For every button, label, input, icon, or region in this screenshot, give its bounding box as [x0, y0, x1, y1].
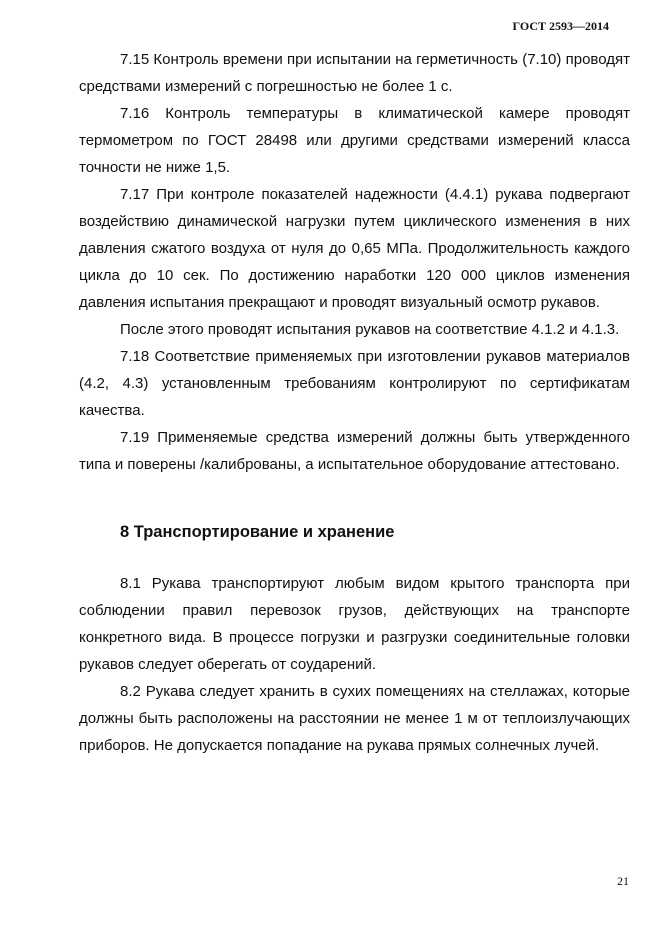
paragraph-7-16: 7.16 Контроль температуры в климатической камере проводят термометром по ГОСТ 28498 или другими средствами измерений класса точности не ниже 1,5.	[79, 105, 630, 176]
paragraph-7-18: 7.18 Соответствие применяемых при изготовлении рукавов материалов (4.2, 4.3) установленным требованиям контролируют по сертификатам качества.	[79, 348, 630, 419]
paragraph-7-19: 7.19 Применяемые средства измерений должны быть утвержденного типа и поверены /калиброваны, а испытательное оборудование аттестовано.	[79, 429, 630, 473]
paragraph-8-2: 8.2 Рукава следует хранить в сухих помещениях на стеллажах, которые должны быть расположены на расстоянии не менее 1 м от теплоизлучающих приборов. Не допускается попадание на рукава прямых солнечных лучей.	[79, 683, 630, 754]
page-number: 21	[617, 874, 629, 888]
paragraph-7-15: 7.15 Контроль времени при испытании на герметичность (7.10) проводят средствами измерений с погрешностью не более 1 с.	[79, 51, 630, 95]
paragraph-8-1: 8.1 Рукава транспортируют любым видом крытого транспорта при соблюдении правил перевозок грузов, действующих на транспорте конкретного вида. В процессе погрузки и разгрузки соединительные головки рукавов следует оберегать от соударений.	[79, 575, 630, 673]
document-header-id: ГОСТ 2593—2014	[512, 19, 609, 33]
page-body	[79, 46, 630, 759]
paragraph-7-17-continuation: После этого проводят испытания рукавов на соответствие 4.1.2 и 4.1.3.	[120, 321, 620, 338]
section-heading-8: 8 Транспортирование и хранение	[120, 523, 395, 541]
paragraph-7-17: 7.17 При контроле показателей надежности (4.4.1) рукава подвергают воздействию динамической нагрузки путем циклического изменения в них давления сжатого воздуха от нуля до 0,65 МПа. Продолжительность каждого цикла до 10 сек. По достижению наработки 120 000 циклов изменения давления испытания прекращают и проводят визуальный осмотр рукавов.	[79, 186, 630, 311]
